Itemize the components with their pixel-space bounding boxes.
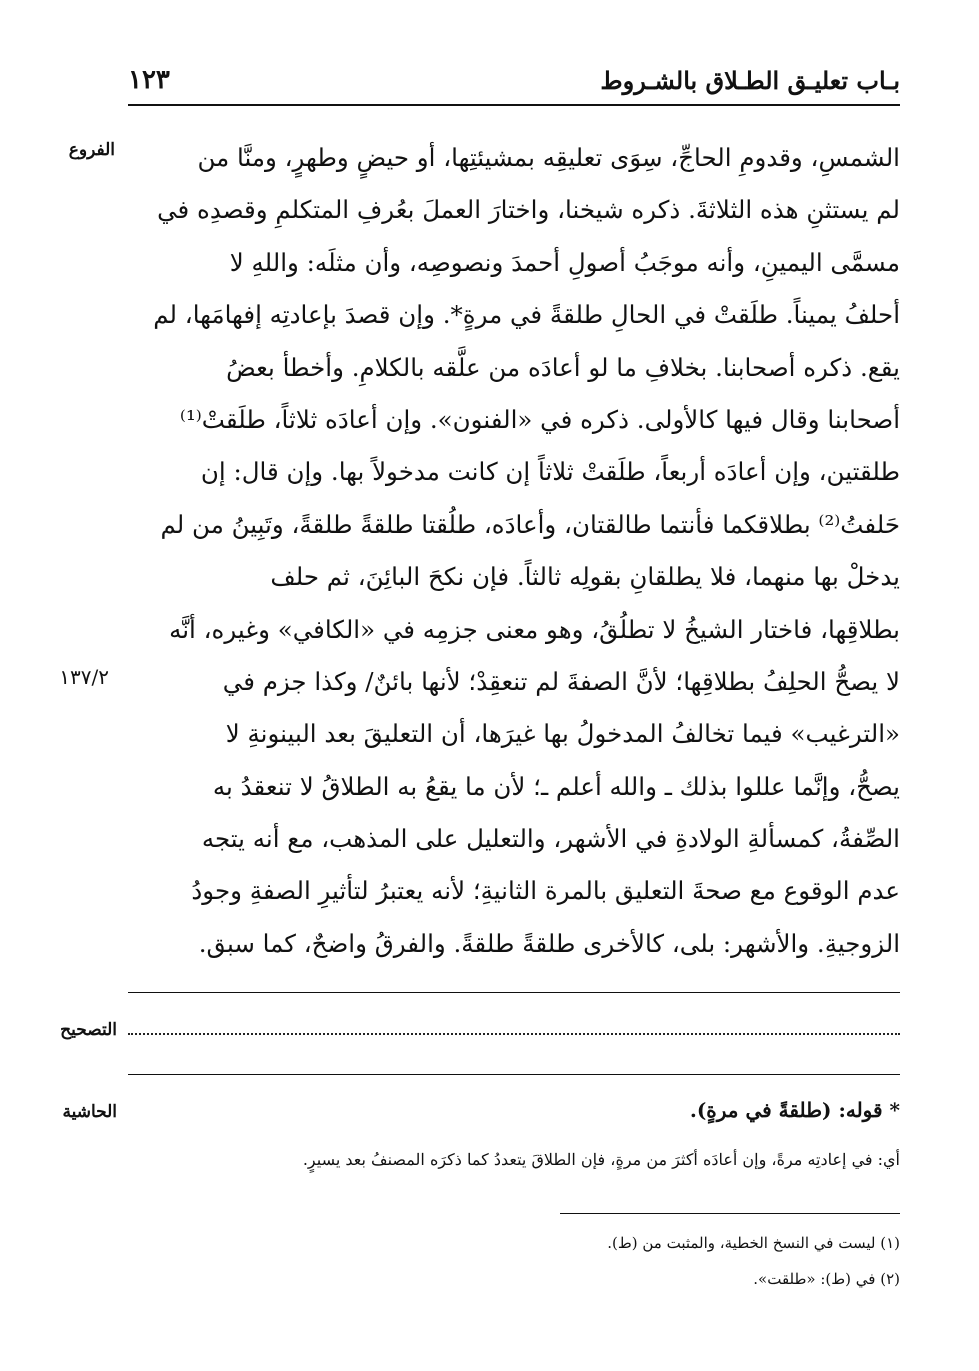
text-line: الشمسِ، وقدومِ الحاجِّ، سِوَى تعليقِه بمشيئتِها، أو حيضٍ وطهرٍ، ومنَّا من <box>197 143 900 172</box>
text-line: يصحُّ، وإنَّما عللوا بذلك ـ والله أعلم ـ؛ لأن ما يقعُ به الطلاقُ لا تنعقدُ به <box>212 771 900 801</box>
text-line: الزوجيةِ. والأشهر: بلى، كالأخرى طلقةً طلقةً. والفرقُ واضحٌ، كما سبق. <box>198 928 900 958</box>
text-line: أصحابنا وقال فيها كالأولى. ذكره في «الفنون». وإن أعادَه ثلاثاً، طلَقتْ⁽¹⁾ <box>179 404 900 434</box>
footnote-item: (٢) في (ط): «طلقت». <box>753 1270 900 1288</box>
correction-label: التصحيح <box>60 1020 117 1040</box>
margin-section-label: الفروع <box>68 140 115 160</box>
header-rule <box>128 104 900 106</box>
annotation-label: الحاشية <box>62 1102 117 1122</box>
footnote-rule <box>560 1213 900 1214</box>
text-line: طلقتين، وإن أعادَه أربعاً، طلَقتْ ثلاثاً إن كانت مدخولاً بها. وإن قال: إن <box>200 457 900 487</box>
annotation-heading: * قوله: (طلقةً في مرةٍ). <box>689 1098 900 1122</box>
text-line: أحلفُ يميناً. طلَقتْ في الحالِ طلقةً في مرةٍ*. وإن قصدَ بإعادتِه إفهامَها، لم <box>153 300 900 330</box>
text-line: يقع. ذكره أصحابنا. بخلافِ ما لو أعادَه من علَّقه بالكلامِ. وأخطأ بعضُ <box>226 352 900 382</box>
text-line: الصِّفةُ، كمسألةِ الولادةِ في الأشهر، والتعليل على المذهب، مع أنه يتجه <box>201 824 900 854</box>
footnote-item: (١) ليست في النسخ الخطية، والمثبت من (ط). <box>607 1234 900 1252</box>
text-line: حَلفتُ⁽²⁾ بطلاقكما فأنتما طالقتان، وأعادَه، طلُقتا طلقةً طلقةً، وتَبِينُ من لم <box>160 509 900 539</box>
text-line: بطلاقِها، فاختار الشيخُ لا تطلُقُ، وهو معنى جزمِه في «الكافي» وغيره، أنَّه <box>169 614 900 644</box>
text-line: مسمَّى اليمينِ، وأنه موجَبُ أصولِ أحمدَ ونصوصِه، وأن مثلَه: واللهِ لا <box>229 247 900 277</box>
text-line: عدم الوقوع مع صحةَ التعليق بالمرة الثانيةِ؛ لأنه يعتبرُ لتأثيرِ الصفةِ وجودُ <box>191 876 900 906</box>
running-head <box>128 58 900 102</box>
section-divider-top <box>128 992 900 993</box>
section-divider-bottom <box>128 1074 900 1075</box>
main-text-block <box>128 132 900 970</box>
chapter-title: بـاب تعليـق الطـلاق بالشـروط <box>600 65 900 95</box>
text-line: لا يصحُّ الحلِفُ بطلاقِها؛ لأنَّ الصفةَ لم تنعقِدْ؛ لأنها بائنٌ/ وكذا جزم في <box>222 666 900 696</box>
annotation-body: أي: في إعادتِه مرةً، وإن أعادَه أكثرَ من مرةٍ، فإن الطلاقَ يتعددُ كما ذكرَه المصنفُ بعد يسيرٍ. <box>302 1150 900 1169</box>
margin-volume-reference: ١٣٧/٢ <box>59 665 109 689</box>
text-line: لم يستثنِ هذه الثلاثةَ. ذكره شيخنا، واختارَ العملَ بعُرفِ المتكلمِ وقصدِه في <box>157 195 900 225</box>
footnotes <box>540 1225 900 1297</box>
page-number: ١٢٣ <box>128 65 170 95</box>
text-line: «الترغيب» فيما تخالفُ المدخولُ بها غيرَها، أن التعليقَ بعد البينونةِ لا <box>225 719 900 749</box>
text-line: يدخلْ بها منهما، فلا يطلقانِ بقولِه ثالثاً. فإن نكحَ البائِنَ، ثم حلف <box>270 562 900 592</box>
correction-dotted-line <box>128 1033 900 1035</box>
